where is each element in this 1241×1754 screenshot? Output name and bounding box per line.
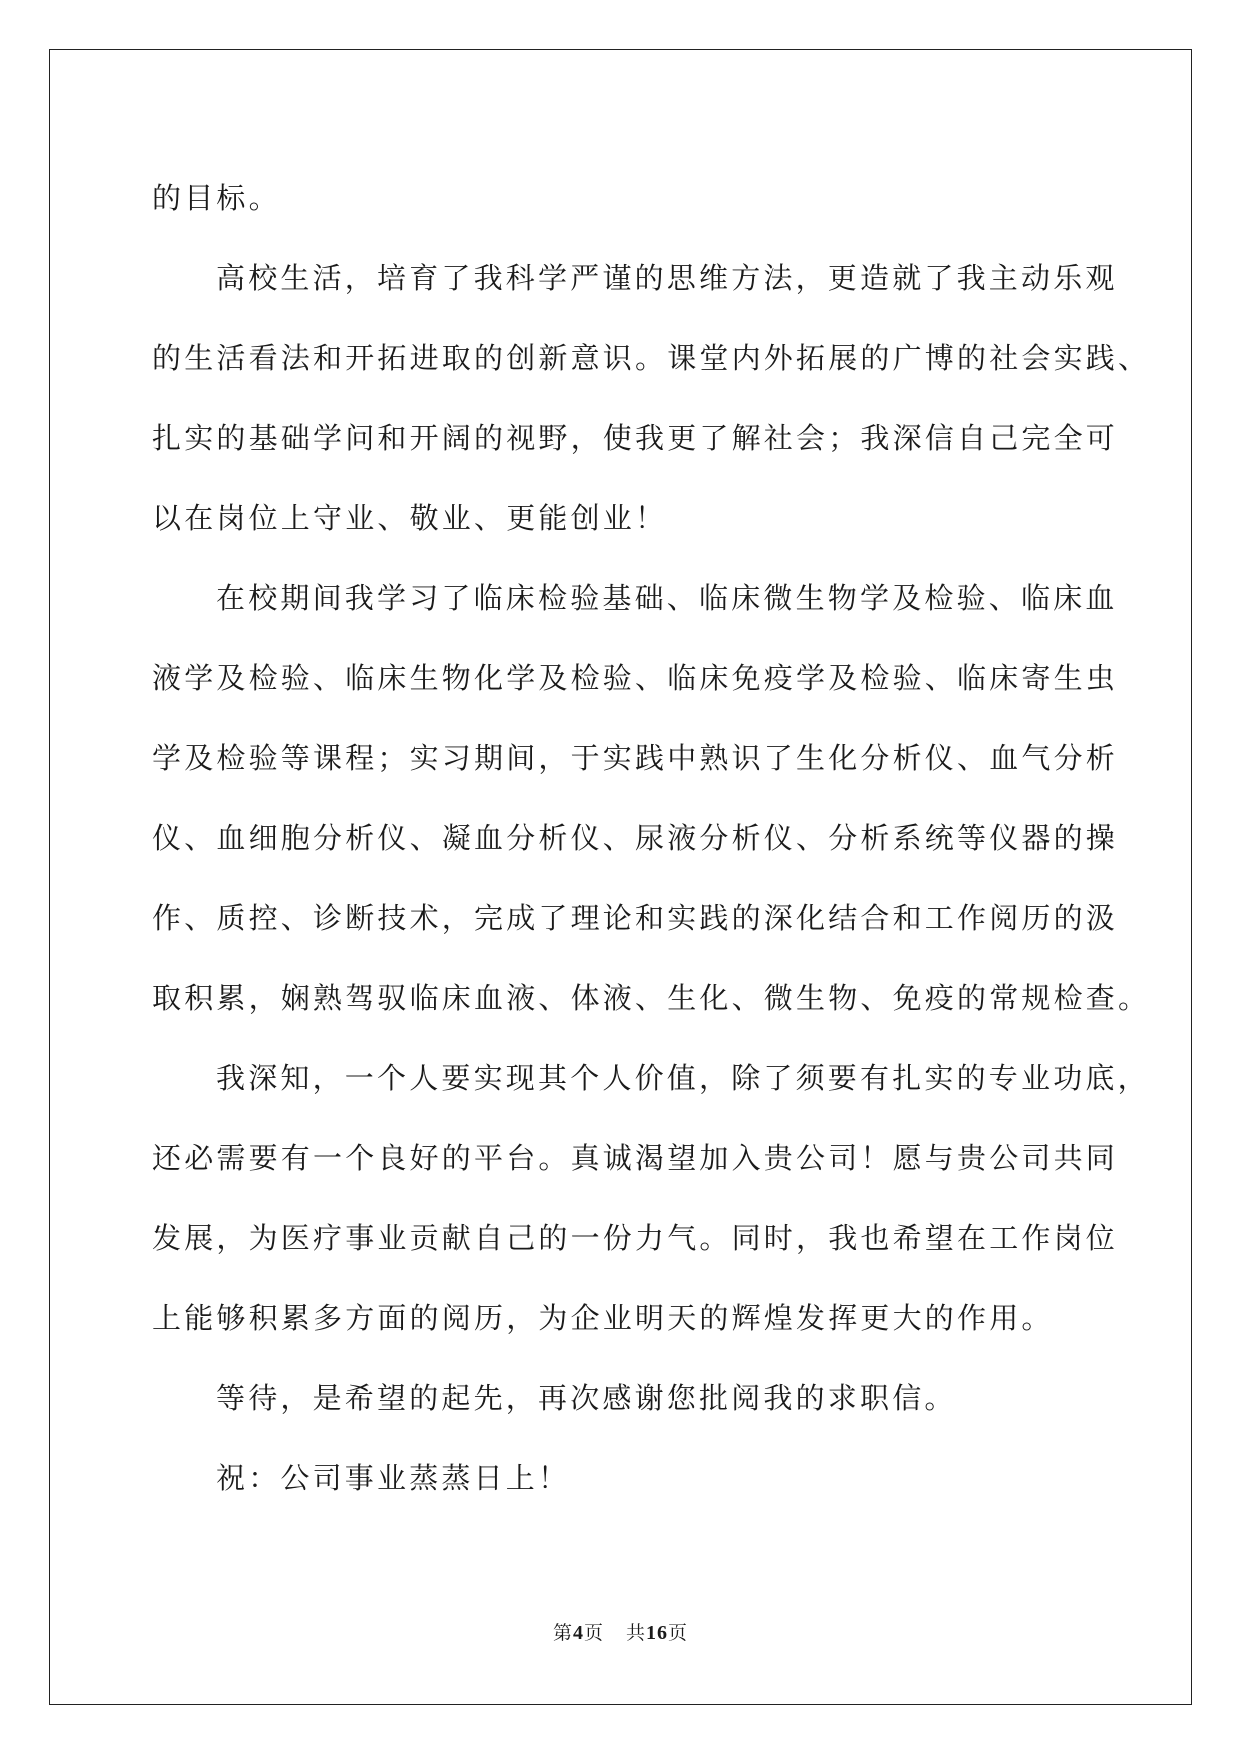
text-line: 上能够积累多方面的阅历，为企业明天的辉煌发挥更大的作用。 (152, 1301, 1054, 1335)
total-prefix: 共 (626, 1622, 647, 1644)
text-line: 发展，为医疗事业贡献自己的一份力气。同时，我也希望在工作岗位 (152, 1221, 1119, 1255)
paragraph-3 (152, 558, 1151, 1038)
paragraph-1 (152, 158, 1092, 238)
page-suffix: 页 (583, 1622, 604, 1644)
text-line: 取积累，娴熟驾驭临床血液、体液、生化、微生物、免疫的常规检查。 (152, 981, 1151, 1015)
text-line: 液学及检验、临床生物化学及检验、临床免疫学及检验、临床寄生虫 (152, 661, 1119, 695)
text-line: 学及检验等课程；实习期间，于实践中熟识了生化分析仪、血气分析 (152, 741, 1119, 775)
paragraph-6 (152, 1438, 1092, 1518)
text-line: 还必需要有一个良好的平台。真诚渴望加入贵公司！愿与贵公司共同 (152, 1141, 1119, 1175)
text-line: 高校生活，培育了我科学严谨的思维方法，更造就了我主动乐观 (216, 261, 1118, 295)
text-line: 作、质控、诊断技术，完成了理论和实践的深化结合和工作阅历的汲 (152, 901, 1119, 935)
page-prefix: 第 (552, 1622, 573, 1644)
text-line: 以在岗位上守业、敬业、更能创业！ (152, 501, 668, 535)
text-line: 的目标。 (152, 181, 281, 215)
total-pages: 16 (646, 1622, 669, 1644)
paragraph-5 (152, 1358, 1092, 1438)
text-line: 的生活看法和开拓进取的创新意识。课堂内外拓展的广博的社会实践、 (152, 341, 1151, 375)
text-line: 等待，是希望的起先，再次感谢您批阅我的求职信。 (216, 1381, 957, 1415)
page-number: 4 (572, 1622, 584, 1644)
paragraph-4 (152, 1038, 1150, 1358)
text-line: 仪、血细胞分析仪、凝血分析仪、尿液分析仪、分析系统等仪器的操 (152, 821, 1119, 855)
text-line: 在校期间我学习了临床检验基础、临床微生物学及检验、临床血 (216, 581, 1118, 615)
paragraph-2 (152, 238, 1151, 558)
document-body (152, 158, 1151, 1518)
total-suffix: 页 (668, 1622, 689, 1644)
text-line: 我深知，一个人要实现其个人价值，除了须要有扎实的专业功底， (216, 1061, 1150, 1095)
page-footer (0, 1618, 1241, 1645)
text-line: 祝：公司事业蒸蒸日上！ (216, 1461, 571, 1495)
text-line: 扎实的基础学问和开阔的视野，使我更了解社会；我深信自己完全可 (152, 421, 1119, 455)
